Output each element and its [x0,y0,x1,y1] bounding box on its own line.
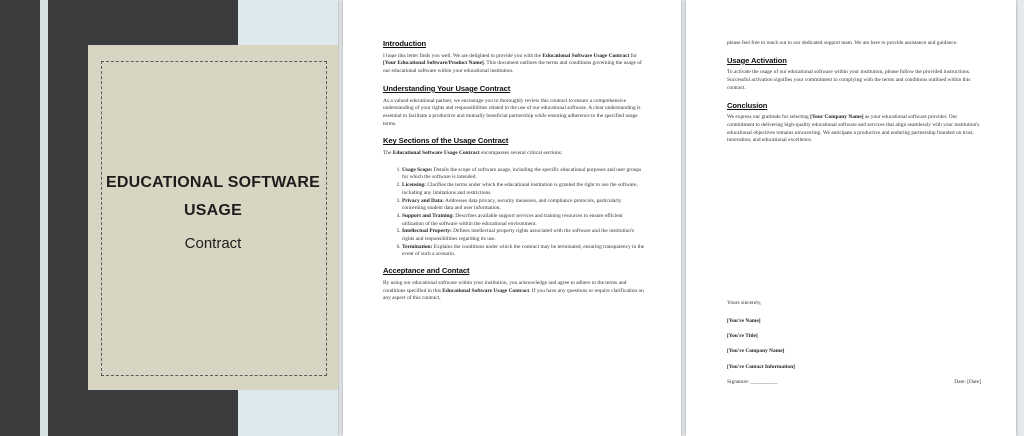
acceptance-heading: Acceptance and Contact [383,266,470,276]
key-sections-heading: Key Sections of the Usage Contract [383,136,509,146]
signature-label: Signature: __________ [727,379,778,385]
signature-name: [You're Name] [727,318,761,324]
page-2-body [727,40,981,154]
cover-stripe-light [40,0,48,436]
cover-page [0,0,338,436]
list-item: 1. Usage Scope: Details the scope of software usage, including the specific educational purposes and user groups for which the software is intended. [402,167,645,182]
list-item: 2. Licensing: Clarifies the terms under which the educational institution is granted the right to use the software, including any limitations and restrictions. [402,182,645,197]
cover-subtitle: Contract [184,235,242,252]
introduction-paragraph: I hope this letter finds you well. We are delighted to provide you with the Educational Software Usage Contract for [Your Educational Software/Product Name]. This document outlines the terms and conditions governing the usage of our educational software within your educational institution. [383,52,642,75]
conclusion-heading: Conclusion [727,100,768,110]
list-item: 6. Termination: Explains the conditions under which the contract may be terminated, ensuring transparency in the event of such a scenario. [402,244,645,259]
cover-title-panel [88,45,338,390]
key-sections-list [383,167,645,259]
signature-title: [You're Title] [727,333,758,339]
understanding-heading: Understanding Your Usage Contract [383,83,511,93]
acceptance-paragraph: By using our educational software within your institution, you acknowledge and agree to adhere to the terms and conditions specified in this Educational Software Usage Contract. If you have any questions or require clarification on any aspect of this contract, [383,279,644,302]
signature-contact: [You're Contact Information] [727,364,795,370]
date-label: Date: [Date] [954,379,981,385]
cover-title-line2: USAGE [184,202,242,219]
signature-company: [You're Company Name] [727,348,785,354]
conclusion-paragraph: We express our gratitude for selecting [Your Company Name] as your educational software provider. Our commitment to delivering high-quality educational software and services that align seamlessly with your institution's educational objectives remains unwavering. We anticipate a productive and enduring partnership founded on trust, innovation, and educational excellence. [727,114,980,144]
acceptance-continuation: please feel free to reach out to our dedicated support team. We are here to provide assistance and guidance. [727,40,958,46]
list-item: 3. Privacy and Data: Addresses data privacy, security measures, and compliance protocols, particularly concerning student data and user information. [402,198,645,213]
introduction-heading: Introduction [383,39,427,48]
cover-stripe-dark [0,0,40,436]
understanding-paragraph: As a valued educational partner, we encourage you to thoroughly review this contract to ensure a comprehensive understanding of your rights and responsibilities related to the use of our educational software. A clear understanding is essential to facilitate a productive and mutually beneficial partnership while ensuring adherence to the specified usage terms. [383,97,641,127]
cover-title-line1: EDUCATIONAL SOFTWARE [105,174,321,191]
key-sections-intro: The Educational Software Usage Contract encompasses several critical sections: [383,150,563,157]
list-item: 4. Support and Training: Describes available support services and training resources to ensure efficient utilization of the software within the educational environment. [402,213,645,228]
page-1-body [383,40,645,312]
cover-title [88,169,338,225]
document-page-2 [686,0,1016,436]
activation-paragraph: To activate the usage of our educational software within your institution, please follow the provided instructions. Successful activation signifies your commitment to complying with the terms and conditions outlined within this contract. [727,69,971,91]
signature-closing: Yours sincerely, [727,300,762,306]
signature-line-row [727,379,981,385]
activation-heading: Usage Activation [727,55,787,65]
document-page-1 [343,0,681,436]
list-item: 5. Intellectual Property: Defines intellectual property rights associated with the software and the institution's rights and responsibilities regarding its use. [402,228,645,243]
